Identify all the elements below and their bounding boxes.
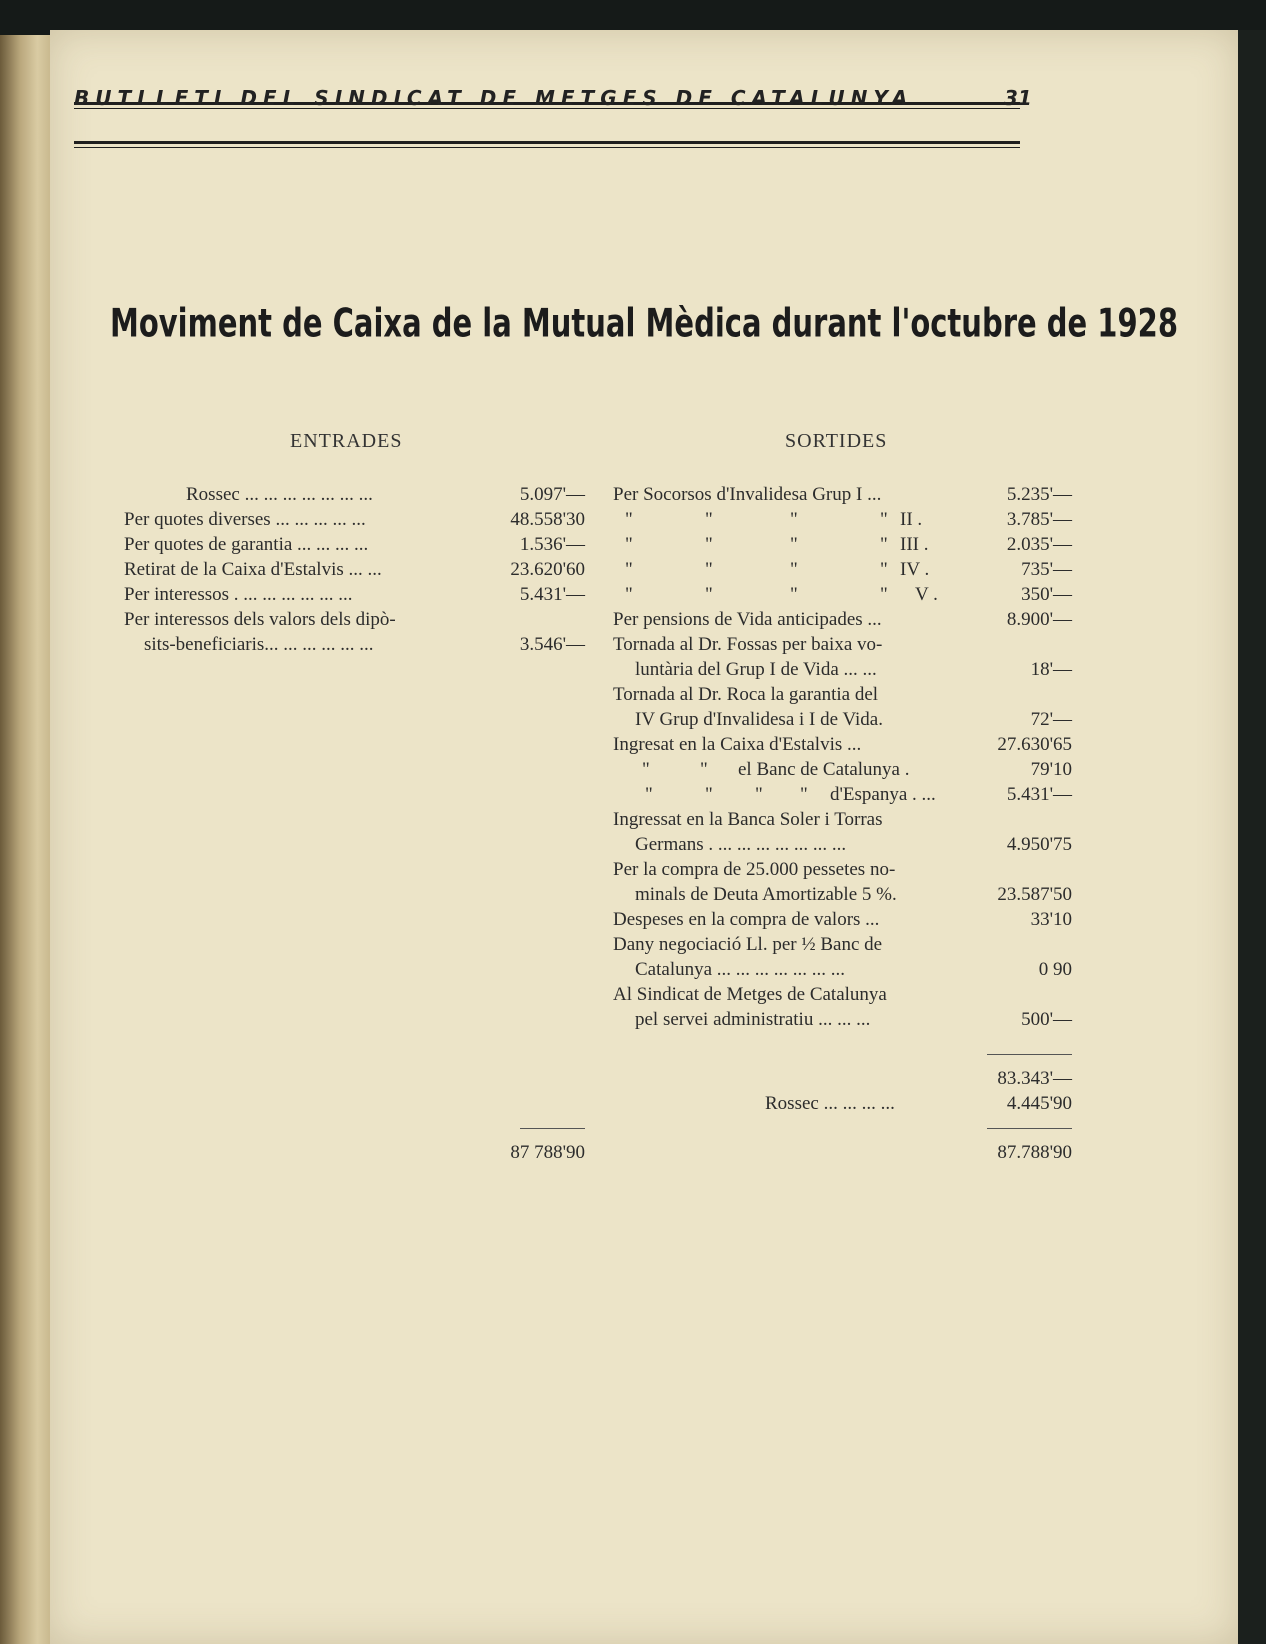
sortides-row-label: Catalunya ... ... ... ... ... ... ... bbox=[635, 959, 846, 980]
header-rule-bottom bbox=[74, 141, 1020, 144]
sortides-total: 87.788'90 bbox=[997, 1142, 1072, 1163]
ditto-mark: " bbox=[625, 559, 633, 580]
sortides-row-label: Ingressat en la Banca Soler i Torras bbox=[613, 809, 883, 830]
entrades-row-label: Per interessos . ... ... ... ... ... ... bbox=[124, 584, 353, 605]
sortides-row-label: Per pensions de Vida anticipades ... bbox=[613, 609, 882, 630]
sortides-row-amount: 18'— bbox=[1030, 659, 1072, 680]
ditto-mark: " bbox=[625, 534, 633, 555]
sortides-row-amount: 79'10 bbox=[1030, 759, 1072, 780]
ditto-mark: " bbox=[790, 559, 798, 580]
header-rule-bottom-thin bbox=[74, 147, 1020, 148]
sortides-row-label: luntària del Grup I de Vida ... ... bbox=[635, 659, 877, 680]
sortides-row-amount: 23.587'50 bbox=[997, 884, 1072, 905]
ditto-mark: " bbox=[705, 784, 713, 805]
sortides-row-label: Tornada al Dr. Roca la garantia del bbox=[613, 684, 879, 705]
sortides-row-amount: 27.630'65 bbox=[997, 734, 1072, 755]
sortides-row-amount: 735'— bbox=[1021, 559, 1072, 580]
sortides-total-rule bbox=[987, 1128, 1072, 1129]
ditto-mark: " bbox=[700, 759, 708, 780]
sortides-row-label: V . bbox=[915, 584, 938, 605]
sortides-row-label: Tornada al Dr. Fossas per baixa vo- bbox=[613, 634, 883, 655]
ditto-mark: " bbox=[790, 584, 798, 605]
sortides-row-amount: 5.431'— bbox=[1006, 784, 1072, 805]
sortides-row-label: pel servei administratiu ... ... ... bbox=[635, 1009, 871, 1030]
sortides-row-label: IV . bbox=[900, 559, 930, 580]
sortides-row-amount: 5.235'— bbox=[1006, 484, 1072, 505]
sortides-row-amount: 0 90 bbox=[1038, 959, 1072, 980]
ditto-mark: " bbox=[625, 509, 633, 530]
sortides-heading: SORTIDES bbox=[785, 430, 888, 452]
ditto-mark: " bbox=[705, 509, 713, 530]
ditto-mark: " bbox=[705, 534, 713, 555]
sortides-row-amount: 500'— bbox=[1021, 1009, 1072, 1030]
sortides-row-amount: 2.035'— bbox=[1006, 534, 1072, 555]
entrades-heading: ENTRADES bbox=[290, 430, 403, 452]
ditto-mark: " bbox=[790, 534, 798, 555]
ditto-mark: " bbox=[705, 559, 713, 580]
entrades-row-amount: 48.558'30 bbox=[510, 509, 585, 530]
sortides-row-amount: 33'10 bbox=[1030, 909, 1072, 930]
sortides-row-label: Ingresat en la Caixa d'Estalvis ... bbox=[613, 734, 862, 755]
sortides-rossec-amount: 4.445'90 bbox=[1006, 1093, 1072, 1114]
sortides-row-amount: 8.900'— bbox=[1006, 609, 1072, 630]
running-head bbox=[74, 86, 1034, 110]
sortides-row-label: Germans . ... ... ... ... ... ... ... bbox=[635, 834, 847, 855]
entrades-row-label: Per quotes de garantia ... ... ... ... bbox=[124, 534, 369, 555]
entrades-row-amount: 1.536'— bbox=[519, 534, 585, 555]
sortides-subtotal: 83.343'— bbox=[997, 1068, 1072, 1089]
book-spine-edge bbox=[0, 35, 50, 1644]
sortides-row-label: III . bbox=[900, 534, 929, 555]
entrades-total: 87 788'90 bbox=[510, 1142, 585, 1163]
entrades-row-label: Rossec ... ... ... ... ... ... ... bbox=[186, 484, 373, 505]
sortides-row-amount: 4.950'75 bbox=[1006, 834, 1072, 855]
ditto-mark: " bbox=[800, 784, 808, 805]
ditto-mark: " bbox=[642, 759, 650, 780]
ditto-mark: " bbox=[880, 509, 888, 530]
entrades-row-label: sits-beneficiaris... ... ... ... ... ... bbox=[144, 634, 374, 655]
entrades-row-amount: 5.097'— bbox=[519, 484, 585, 505]
sortides-row-label: Per Socorsos d'Invalidesa Grup I ... bbox=[613, 484, 882, 505]
sortides-rossec-label: Rossec ... ... ... ... bbox=[765, 1093, 895, 1114]
ditto-mark: " bbox=[625, 584, 633, 605]
sortides-row-amount: 3.785'— bbox=[1006, 509, 1072, 530]
scan-background bbox=[1238, 30, 1266, 1644]
sortides-row-label: Al Sindicat de Metges de Catalunya bbox=[613, 984, 887, 1005]
ditto-mark: " bbox=[645, 784, 653, 805]
sortides-row-amount: 350'— bbox=[1021, 584, 1072, 605]
entrades-row-label: Per quotes diverses ... ... ... ... ... bbox=[124, 509, 366, 530]
entrades-row-amount: 5.431'— bbox=[519, 584, 585, 605]
running-title: BUTLLETI DEL SINDICAT DE METGES DE CATALUNYA bbox=[74, 86, 914, 110]
ditto-mark: " bbox=[880, 584, 888, 605]
entrades-row-label: Retirat de la Caixa d'Estalvis ... ... bbox=[124, 559, 382, 580]
sortides-row-amount: 72'— bbox=[1030, 709, 1072, 730]
entrades-row-amount: 23.620'60 bbox=[510, 559, 585, 580]
sortides-subtotal-rule bbox=[987, 1054, 1072, 1055]
entrades-row-label: Per interessos dels valors dels dipò- bbox=[124, 609, 396, 630]
sortides-row-label: el Banc de Catalunya . bbox=[738, 759, 910, 780]
sortides-row-label: Per la compra de 25.000 pessetes no- bbox=[613, 859, 896, 880]
ditto-mark: " bbox=[880, 559, 888, 580]
entrades-row-amount: 3.546'— bbox=[519, 634, 585, 655]
entrades-total-rule bbox=[520, 1128, 585, 1129]
ditto-mark: " bbox=[790, 509, 798, 530]
sortides-row-label: II . bbox=[900, 509, 923, 530]
ditto-mark: " bbox=[880, 534, 888, 555]
sortides-row-label: minals de Deuta Amortizable 5 %. bbox=[635, 884, 897, 905]
sortides-row-label: d'Espanya . ... bbox=[830, 784, 936, 805]
sortides-row-label: IV Grup d'Invalidesa i I de Vida. bbox=[635, 709, 883, 730]
ditto-mark: " bbox=[705, 584, 713, 605]
ditto-mark: " bbox=[755, 784, 763, 805]
sortides-row-label: Dany negociació Ll. per ½ Banc de bbox=[613, 934, 883, 955]
page-title: Moviment de Caixa de la Mutual Mèdica durant l'octubre de 1928 bbox=[109, 300, 1178, 346]
sortides-row-label: Despeses en la compra de valors ... bbox=[613, 909, 880, 930]
page-number: 31 bbox=[1004, 86, 1032, 110]
